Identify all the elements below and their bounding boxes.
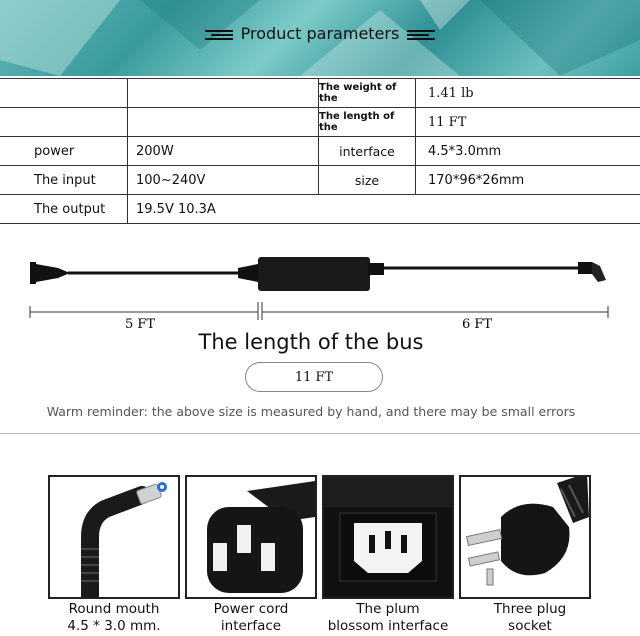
bus-length-title: The length of the bus: [198, 330, 424, 354]
spec-label: [0, 108, 127, 136]
three-plug-tile: [459, 475, 591, 599]
spec-row: [0, 195, 640, 224]
title-left-ornament: [205, 29, 233, 41]
caption-three-plug: Three plug socket: [493, 601, 567, 634]
plum-blossom-tile: [322, 475, 454, 599]
left-length-label: 5 FT: [125, 317, 156, 332]
cable-diagram: [0, 240, 640, 340]
spec-row: [0, 166, 640, 195]
spec-value: [128, 79, 318, 107]
spec-label: [0, 79, 127, 107]
spec-table: [0, 78, 640, 224]
title-right-ornament: [407, 29, 435, 41]
dimension-lines: [30, 302, 608, 320]
header-banner: [0, 0, 640, 76]
dc-tip-icon: [578, 262, 606, 282]
spec-value-size: 170*96*26mm: [428, 172, 525, 188]
power-cord-tile: [185, 475, 317, 599]
spec-value-input: 100~240V: [136, 172, 206, 188]
spec-label-size: size: [354, 172, 380, 188]
spec-label-length: The length of the: [319, 111, 395, 133]
spec-row: [0, 108, 640, 137]
spec-value-weight: 1.41 lb: [428, 85, 474, 101]
spec-row: [0, 79, 640, 108]
three-prong-plug-icon: [461, 477, 589, 597]
warm-reminder: Warm reminder: the above size is measured by hand, and there may be small errors: [46, 404, 576, 419]
spec-row: [0, 137, 640, 166]
spec-value-output: 19.5V 10.3A: [136, 201, 216, 217]
round-mouth-tile: [48, 475, 180, 599]
spec-value: [128, 108, 318, 136]
power-brick-icon: [238, 257, 384, 291]
spec-value-power: 200W: [136, 143, 174, 159]
spec-label-output: The output: [34, 201, 106, 217]
header-title-row: [0, 24, 640, 43]
spec-value-length: 11 FT: [428, 114, 467, 130]
page-title: Product parameters: [240, 24, 400, 43]
bus-length-value: 11 FT: [245, 362, 383, 392]
caption-power-cord: Power cord interface: [213, 601, 289, 634]
spec-label-weight: The weight of the: [319, 82, 397, 104]
power-cord-connector-icon: [187, 477, 315, 597]
ac-plug-icon: [30, 262, 70, 284]
round-mouth-connector-icon: [50, 477, 178, 597]
spec-label-interface: interface: [339, 143, 395, 159]
plum-blossom-socket-icon: [324, 477, 452, 597]
spec-label-power: power: [34, 143, 75, 159]
right-length-label: 6 FT: [462, 317, 493, 332]
caption-round-mouth: Round mouth 4.5 * 3.0 mm.: [67, 601, 161, 634]
spec-value-interface: 4.5*3.0mm: [428, 143, 502, 159]
divider: [0, 433, 640, 434]
caption-plum-blossom: The plum blossom interface: [327, 601, 449, 634]
spec-label-input: The input: [34, 172, 96, 188]
